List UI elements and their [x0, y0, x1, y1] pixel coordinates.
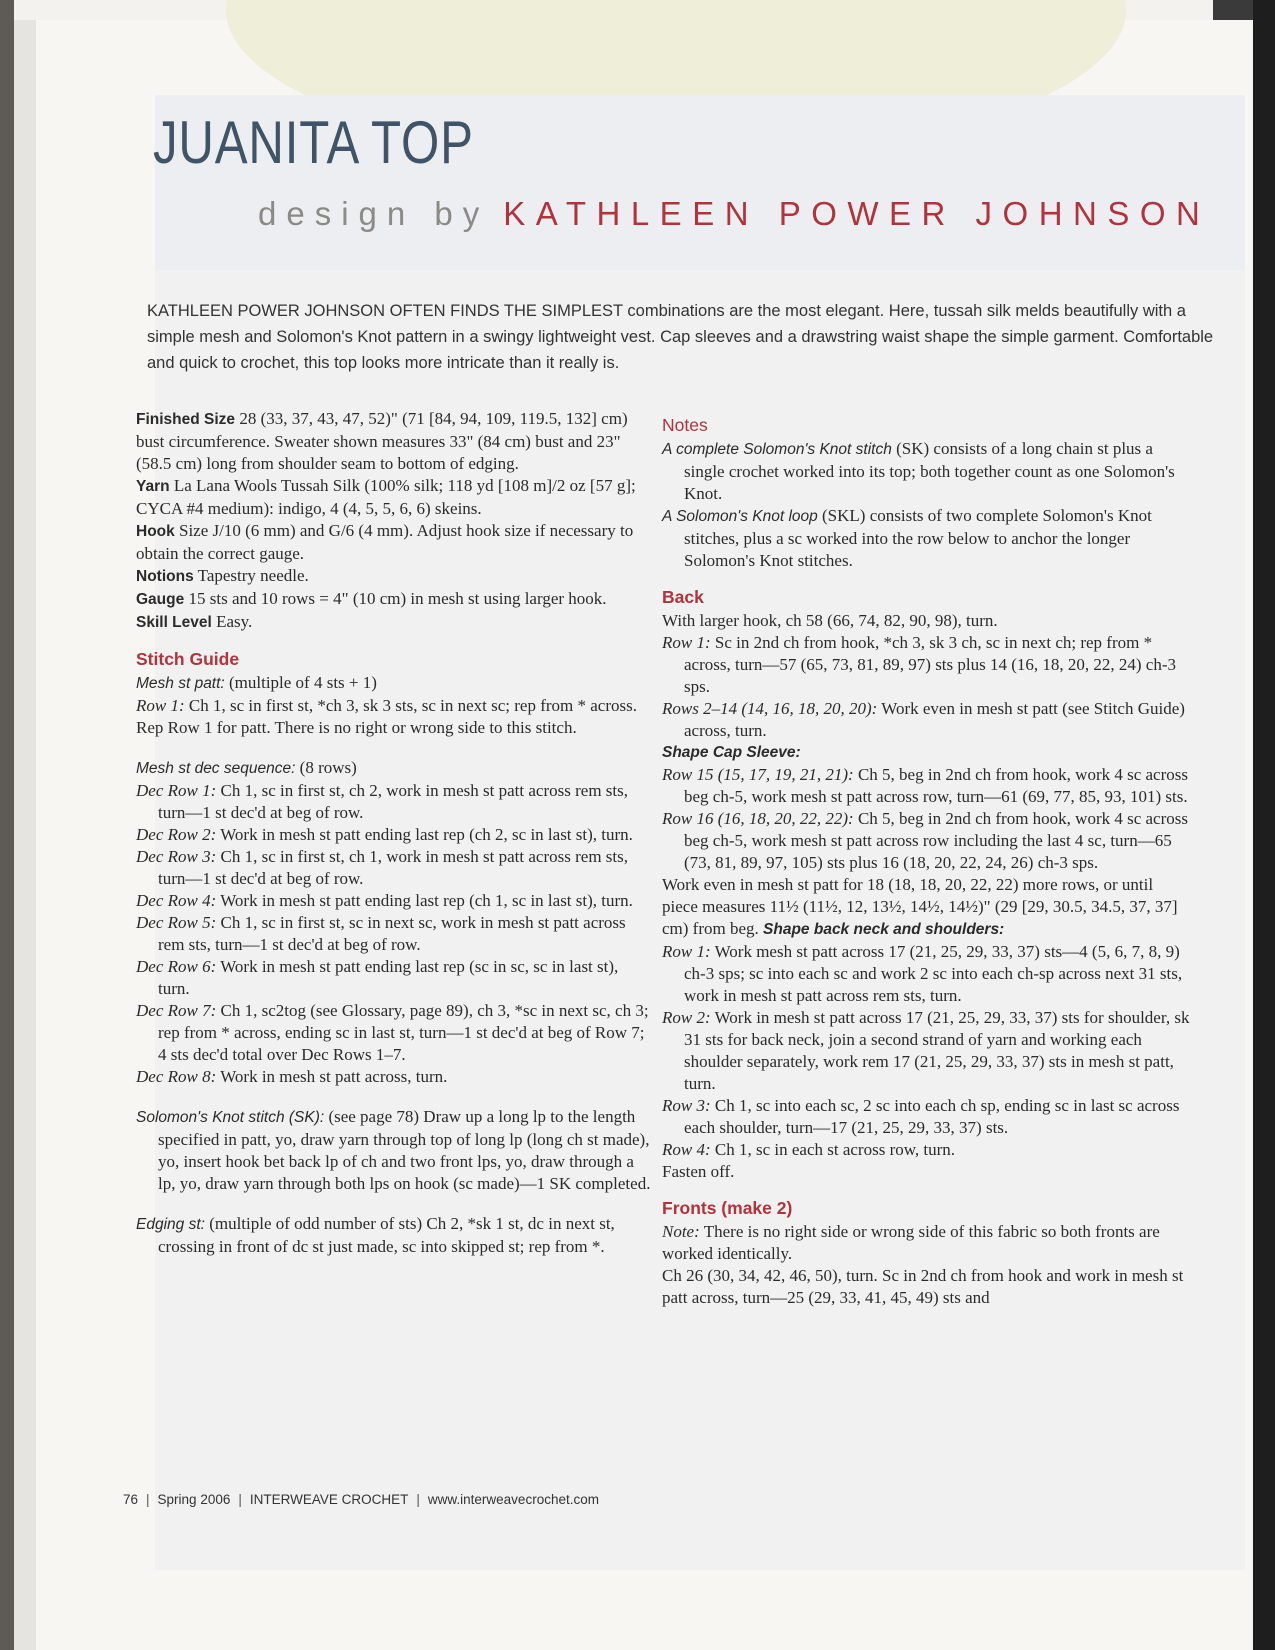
- right-column: [662, 414, 1190, 1309]
- mesh-rep: Rep Row 1 for patt. There is no right or wrong side to this stitch.: [136, 718, 577, 737]
- page-number: 76: [123, 1492, 139, 1507]
- solomons-knot-stitch: Solomon's Knot stitch (SK): (see page 78) Draw up a long lp to the length specified in patt, yo, draw yarn through top of long lp (long ch st made), yo, insert hook bet back lp of ch and two front lps, yo, draw through a lp, yo, draw yarn through both lps on hook (sc made)—1 SK completed.: [136, 1107, 651, 1193]
- mesh-dec-sequence: Mesh st dec sequence: (8 rows): [136, 758, 357, 777]
- shoulder-row: Row 2: Work in mesh st patt across 17 (21, 25, 29, 33, 37) sts for shoulder, sk 31 sts for back neck, join a second strand of yarn and working each shoulder separately, work rem 17 (21, 25, 29, 33, 37) sts in mesh st patt, turn.: [662, 1008, 1190, 1093]
- back-row-16: Row 16 (16, 18, 20, 22, 22): Ch 5, beg in 2nd ch from hook, work 4 sc across beg ch-5, work mesh st patt across row including the last 4 sc, turn—65 (73, 81, 89, 97, 105) sts plus 16 (18, 20, 22, 24, 26) ch-3 sps.: [662, 809, 1188, 872]
- spec-gauge: Gauge 15 sts and 10 rows = 4" (10 cm) in mesh st using larger hook.: [136, 589, 607, 608]
- dec-row: Dec Row 1: Ch 1, sc in first st, ch 2, work in mesh st patt across rem sts, turn—1 st dec'd at beg of row.: [136, 781, 629, 822]
- spec-yarn: Yarn La Lana Wools Tussah Silk (100% silk; 118 yd [108 m]/2 oz [57 g]; CYCA #4 medium): indigo, 4 (4, 5, 5, 6, 6) skeins.: [136, 476, 636, 518]
- dec-row: Dec Row 2: Work in mesh st patt ending last rep (ch 2, sc in last st), turn.: [136, 825, 633, 844]
- stitch-guide-heading: Stitch Guide: [136, 649, 240, 669]
- spec-finished-size: Finished Size 28 (33, 37, 43, 47, 52)" (71 [84, 94, 109, 119.5, 132] cm) bust circumference. Sweater shown measures 33" (84 cm) bust and 23" (58.5 cm) long from shoulder seam to bottom of edging.: [136, 409, 628, 473]
- spec-notions: Notions Tapestry needle.: [136, 566, 309, 585]
- designer-name: KATHLEEN POWER JOHNSON: [503, 195, 1211, 232]
- note-item: A complete Solomon's Knot stitch (SK) consists of a long chain st plus a single crochet worked into its top; both together count as one Solomon's Knot.: [662, 439, 1175, 503]
- byline: [258, 195, 1210, 233]
- left-column: [136, 408, 652, 1258]
- issue-date: Spring 2006: [157, 1492, 231, 1507]
- fronts-note: Note: There is no right side or wrong side of this fabric so both fronts are worked identically.: [662, 1222, 1160, 1263]
- shoulder-row: Row 4: Ch 1, sc in each st across row, turn.: [662, 1140, 956, 1159]
- dec-row: Dec Row 8: Work in mesh st patt across, turn.: [136, 1067, 448, 1086]
- back-start: With larger hook, ch 58 (66, 74, 82, 90, 98), turn.: [662, 611, 998, 630]
- shoulder-row: Row 1: Work mesh st patt across 17 (21, 25, 29, 33, 37) sts—4 (5, 6, 7, 8, 9) ch-3 sps; sc into each sc and work 2 sc into each ch-sp across next 31 sts, work in mesh st patt across rem sts, turn.: [662, 942, 1183, 1005]
- magazine-name: INTERWEAVE CROCHET: [249, 1492, 409, 1507]
- back-work-even: Work even in mesh st patt for 18 (18, 18, 20, 22, 22) more rows, or until piece measures 11½ (11½, 12, 13½, 14½, 14½)" (29 [29, 30.5, 34.5, 37, 37] cm) from beg. Shape back neck and shoulders:: [662, 875, 1178, 938]
- dec-row: Dec Row 4: Work in mesh st patt ending last rep (ch 1, sc in last st), turn.: [136, 891, 633, 910]
- page-footer: 76 | Spring 2006 | INTERWEAVE CROCHET | www.interweavecrochet.com: [123, 1492, 599, 1507]
- shoulder-row: Row 3: Ch 1, sc into each sc, 2 sc into each ch sp, ending sc in last sc across each shoulder, turn—17 (21, 25, 29, 33, 37) sts.: [662, 1096, 1180, 1137]
- edging-st: Edging st: (multiple of odd number of sts) Ch 2, *sk 1 st, dc in next st, crossing in front of dc st just made, sc into skipped st; rep from *.: [136, 1214, 615, 1256]
- scan-edge: [1253, 0, 1275, 1650]
- mesh-st-patt: Mesh st patt: (multiple of 4 sts + 1): [136, 673, 377, 692]
- magazine-url: www.interweavecrochet.com: [427, 1492, 599, 1507]
- dec-row: Dec Row 3: Ch 1, sc in first st, ch 1, work in mesh st patt across rem sts, turn—1 st dec'd at beg of row.: [136, 847, 629, 888]
- back-heading: Back: [662, 587, 704, 607]
- spec-hook: Hook Size J/10 (6 mm) and G/6 (4 mm). Adjust hook size if necessary to obtain the correct gauge.: [136, 521, 634, 563]
- fronts-start: Ch 26 (30, 34, 42, 46, 50), turn. Sc in 2nd ch from hook and work in mesh st patt across, turn—25 (29, 33, 41, 45, 49) sts and: [662, 1266, 1184, 1307]
- dec-row: Dec Row 7: Ch 1, sc2tog (see Glossary, page 89), ch 3, *sc in next sc, ch 3; rep from * across, ending sc in last st, turn—1 st dec'd at beg of Row 7; 4 sts dec'd total over Dec Rows 1–7.: [136, 1001, 649, 1064]
- notes-heading: Notes: [662, 415, 708, 435]
- shape-cap-sleeve-heading: Shape Cap Sleeve:: [662, 744, 801, 761]
- dec-row: Dec Row 6: Work in mesh st patt ending last rep (sc in sc, sc in last st), turn.: [136, 957, 619, 998]
- spec-skill-level: Skill Level Easy.: [136, 612, 253, 631]
- pattern-title: JUANITA TOP: [153, 109, 474, 176]
- byline-prefix: design by: [258, 195, 490, 232]
- binding-shadow: [0, 0, 14, 1650]
- fronts-heading: Fronts (make 2): [662, 1198, 793, 1218]
- intro-paragraph: KATHLEEN POWER JOHNSON OFTEN FINDS THE SIMPLEST combinations are the most elegant. Here, tussah silk melds beautifully with a simple mesh and Solomon's Knot pattern in a swingy lightweight vest. Cap sleeves and a drawstring waist shape the simple garment. Comfortable and quick to crochet, this top looks more intricate than it really is.: [147, 302, 1214, 372]
- binding-pages: [14, 20, 37, 1650]
- back-rows-2-14: Rows 2–14 (14, 16, 18, 20, 20): Work even in mesh st patt (see Stitch Guide) across, turn.: [662, 699, 1185, 740]
- back-fasten-off: Fasten off.: [662, 1162, 735, 1181]
- back-row-1: Row 1: Sc in 2nd ch from hook, *ch 3, sk 3 ch, sc in next ch; rep from * across, turn—57 (65, 73, 81, 89, 97) sts plus 14 (16, 18, 20, 22, 24) ch-3 sps.: [662, 633, 1177, 696]
- dec-row: Dec Row 5: Ch 1, sc in first st, sc in next sc, work in mesh st patt across rem sts, turn—1 st dec'd at beg of row.: [136, 913, 626, 954]
- mesh-row-1: Row 1: Ch 1, sc in first st, *ch 3, sk 3 sts, sc in next sc; rep from * across.: [136, 696, 637, 715]
- note-item: A Solomon's Knot loop (SKL) consists of two complete Solomon's Knot stitches, plus a sc worked into the row below to anchor the longer Solomon's Knot stitches.: [662, 506, 1152, 570]
- back-row-15: Row 15 (15, 17, 19, 21, 21): Ch 5, beg in 2nd ch from hook, work 4 sc across beg ch-5, work mesh st patt across row, turn—61 (69, 77, 85, 93, 101) sts.: [662, 765, 1188, 806]
